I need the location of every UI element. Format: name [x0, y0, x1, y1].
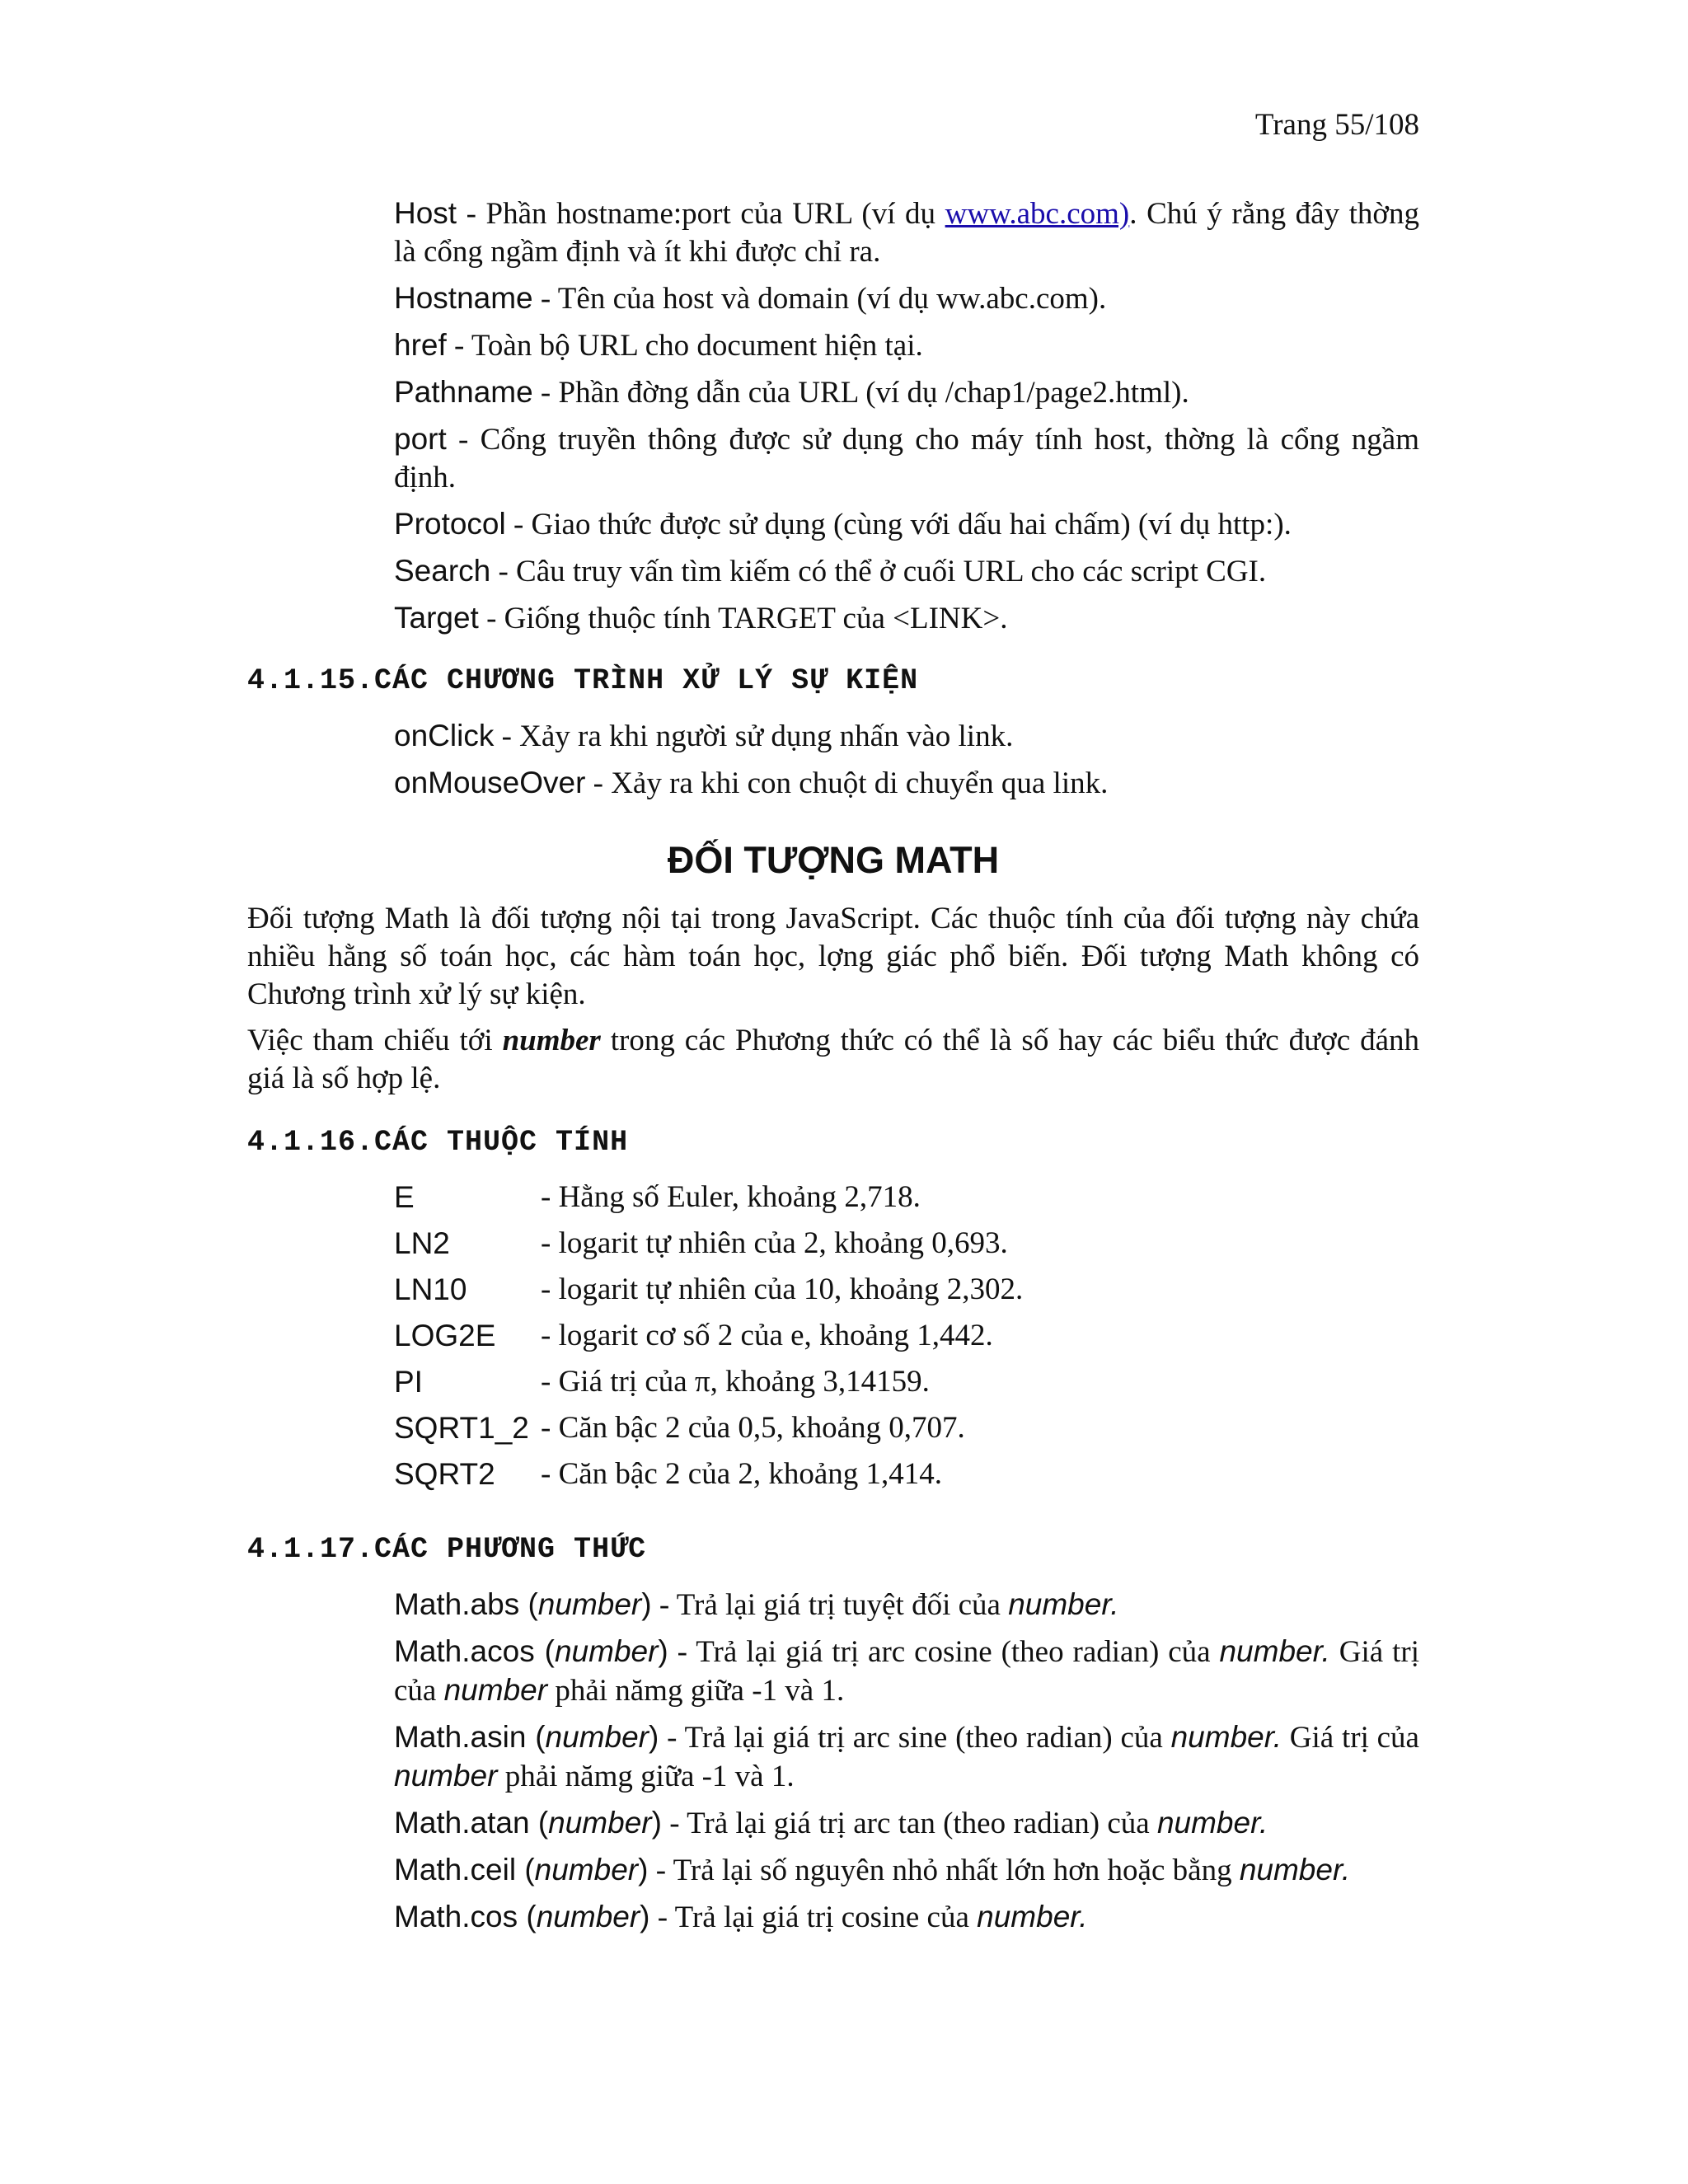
property-desc: - Toàn bộ URL cho document hiện tại. — [446, 329, 923, 363]
math-property-name: E — [394, 1180, 415, 1214]
method-desc-arg: number. — [1239, 1853, 1351, 1886]
number-paragraph-start: Việc tham chiếu tới — [247, 1024, 503, 1057]
method-arg: number — [554, 1634, 659, 1668]
math-property-name: LN10 — [394, 1272, 467, 1306]
property-search — [394, 552, 1419, 591]
event-term: onMouseOver — [394, 766, 586, 799]
method-desc: - Trả lại số nguyên nhỏ nhất lớn hơn hoặc bằng — [648, 1854, 1240, 1887]
events-list — [394, 717, 1419, 811]
property-href — [394, 326, 1419, 365]
method-name: Math.cos ( — [394, 1900, 537, 1933]
method-arg: number — [537, 1587, 642, 1621]
method-close: ) — [658, 1634, 668, 1668]
method-desc-arg: number. — [1219, 1634, 1330, 1668]
math-property-name: LOG2E — [394, 1319, 496, 1352]
method-name: Math.atan ( — [394, 1806, 549, 1840]
property-host — [394, 194, 1419, 271]
math-property-desc: - Căn bậc 2 của 0,5, khoảng 0,707. — [541, 1411, 965, 1445]
event-desc: - Xảy ra khi con chuột di chuyển qua link. — [585, 766, 1109, 800]
property-target — [394, 599, 1419, 638]
intro-text — [247, 900, 1419, 1106]
method-extra-end: phải nămg giữa -1 và 1. — [497, 1760, 795, 1793]
link-properties-list — [394, 194, 1419, 646]
property-term: Hostname — [394, 281, 533, 315]
math-property-row — [394, 1363, 1419, 1401]
method-name: Math.ceil ( — [394, 1853, 535, 1886]
method-arg: number — [548, 1806, 652, 1840]
method-arg: number — [545, 1720, 649, 1754]
math-property-row — [394, 1271, 1419, 1309]
math-property-row — [394, 1317, 1419, 1355]
method-desc: - Trả lại giá trị arc cosine (theo radian) của — [668, 1635, 1220, 1669]
math-property-desc: - logarit tự nhiên của 10, khoảng 2,302. — [541, 1272, 1024, 1306]
math-property-desc: - Hằng số Euler, khoảng 2,718. — [541, 1180, 921, 1214]
method-close: ) — [649, 1720, 659, 1754]
math-properties-table — [394, 1179, 1419, 1502]
method-cos — [394, 1898, 1419, 1937]
property-term: Target — [394, 601, 479, 635]
method-name: Math.abs ( — [394, 1587, 538, 1621]
intro-paragraph: Đối tượng Math là đối tượng nội tại trong JavaScript. Các thuộc tính của đối tượng này chứa nhiều hằng số toán học, các hàm toán học, lợng giác phổ biến. Đối tượng Math không có Chương trình xử lý sự kiện. — [247, 902, 1419, 1011]
method-arg: number — [534, 1853, 639, 1886]
method-extra: Giá trị của — [394, 1635, 1419, 1708]
property-protocol — [394, 505, 1419, 544]
property-term: Protocol — [394, 507, 506, 541]
math-property-desc: - Căn bậc 2 của 2, khoảng 1,414. — [541, 1457, 943, 1491]
method-name: Math.asin ( — [394, 1720, 546, 1754]
math-property-desc: - logarit cơ số 2 của e, khoảng 1,442. — [541, 1319, 993, 1352]
property-desc: - Câu truy vấn tìm kiếm có thể ở cuối URL cho các script CGI. — [490, 555, 1267, 588]
event-onmouseover — [394, 764, 1419, 803]
page-number: Trang 55/108 — [1254, 108, 1419, 142]
property-port — [394, 420, 1419, 497]
method-desc: - Trả lại giá trị arc sine (theo radian) của — [659, 1721, 1171, 1755]
method-extra-end: phải nămg giữa -1 và 1. — [547, 1674, 845, 1708]
property-term: Pathname — [394, 375, 533, 409]
property-desc-cont: . Chú ý rằng đây thờng là cổng ngầm định và ít khi được chỉ ra. — [394, 197, 1419, 269]
property-term: Search — [394, 554, 491, 588]
number-paragraph — [247, 1022, 1419, 1098]
method-name: Math.acos ( — [394, 1634, 555, 1668]
method-desc-arg: number. — [1170, 1720, 1282, 1754]
math-property-desc: - Giá trị của π, khoảng 3,14159. — [541, 1365, 930, 1399]
math-property-row — [394, 1455, 1419, 1493]
property-desc: - Phần hostname:port của URL (ví dụ — [457, 197, 945, 231]
method-desc: - Trả lại giá trị arc tan (theo radian) của — [661, 1807, 1157, 1840]
property-pathname — [394, 373, 1419, 412]
heading-events: 4.1.15.CÁC CHƯƠNG TRÌNH XỬ LÝ SỰ KIỆN — [247, 664, 919, 697]
method-acos — [394, 1633, 1419, 1710]
math-property-name: SQRT1_2 — [394, 1411, 529, 1445]
method-close: ) — [638, 1853, 649, 1886]
math-property-name: LN2 — [394, 1226, 450, 1260]
math-property-row — [394, 1409, 1419, 1447]
event-term: onClick — [394, 719, 495, 752]
method-desc: - Trả lại giá trị cosine của — [649, 1900, 978, 1934]
method-asin — [394, 1718, 1419, 1796]
property-term: href — [394, 328, 447, 362]
section-title: ĐỐI TƯỢNG MATH — [667, 839, 1000, 881]
property-desc: - Giao thức được sử dụng (cùng với dấu hai chấm) (ví dụ http:). — [505, 508, 1292, 541]
method-close: ) — [641, 1587, 652, 1621]
heading-properties: 4.1.16.CÁC THUỘC TÍNH — [247, 1126, 629, 1159]
method-desc-arg: number. — [977, 1900, 1088, 1933]
property-term: port — [394, 422, 447, 456]
method-extra-arg: number — [443, 1673, 548, 1707]
math-property-desc: - logarit tự nhiên của 2, khoảng 0,693. — [541, 1226, 1008, 1260]
method-desc-arg: number. — [1008, 1587, 1119, 1621]
method-atan — [394, 1804, 1419, 1843]
property-desc: - Cổng truyền thông được sử dụng cho máy tính host, thờng là cổng ngầm định. — [394, 423, 1419, 494]
math-property-name: PI — [394, 1365, 423, 1399]
property-desc: - Phần đờng dẫn của URL (ví dụ /chap1/page2.html). — [532, 376, 1189, 410]
method-close: ) — [651, 1806, 662, 1840]
number-emphasis: number — [502, 1024, 601, 1057]
math-property-row — [394, 1225, 1419, 1263]
example-link[interactable]: www.abc.com) — [945, 197, 1130, 231]
method-extra-arg: number — [394, 1759, 498, 1793]
method-desc: - Trả lại giá trị tuyệt đối của — [651, 1588, 1009, 1622]
method-ceil — [394, 1851, 1419, 1890]
method-desc-arg: number. — [1156, 1806, 1268, 1840]
method-extra: Giá trị của — [1281, 1721, 1419, 1755]
method-close: ) — [640, 1900, 650, 1933]
property-desc: - Tên của host và domain (ví dụ ww.abc.com). — [532, 282, 1107, 316]
number-paragraph-end: trong các Phương thức có thể là số hay các biểu thức được đánh giá là số hợp lệ. — [247, 1024, 1419, 1095]
math-property-name: SQRT2 — [394, 1457, 495, 1491]
heading-methods: 4.1.17.CÁC PHƯƠNG THỨC — [247, 1533, 647, 1566]
property-term: Host — [394, 196, 457, 230]
math-property-row — [394, 1179, 1419, 1216]
method-abs — [394, 1586, 1419, 1624]
property-desc: - Giống thuộc tính TARGET của <LINK>. — [478, 602, 1008, 635]
event-desc: - Xảy ra khi người sử dụng nhấn vào link. — [494, 719, 1014, 753]
event-onclick — [394, 717, 1419, 756]
property-hostname — [394, 279, 1419, 318]
methods-list — [394, 1586, 1419, 1945]
method-arg: number — [536, 1900, 640, 1933]
